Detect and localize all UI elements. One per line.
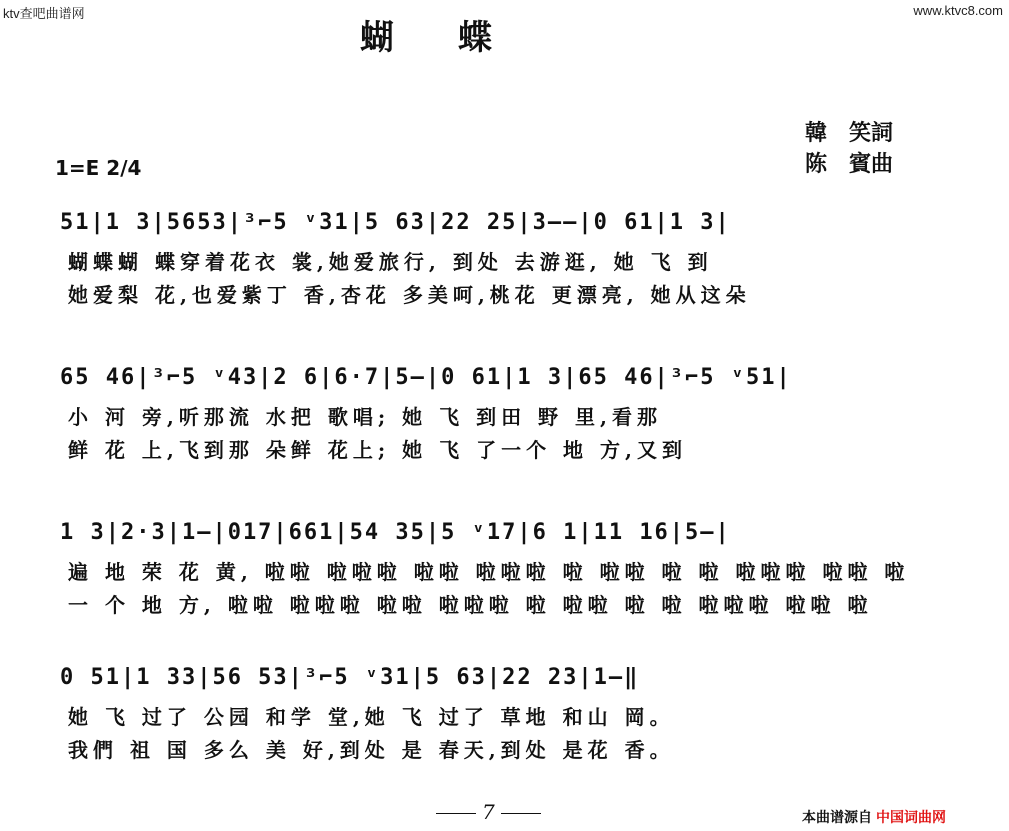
- credits: [805, 118, 893, 180]
- composer-credit: 陈 賓曲: [805, 151, 894, 177]
- song-title: [360, 10, 556, 59]
- notes-line: 0 51|1 33|56 53|³⌐5 ᵛ31|5 63|22 23|1—‖: [60, 665, 640, 690]
- lyric-verse-1: 遍 地 荣 花 黄, 啦啦 啦啦啦 啦啦 啦啦啦 啦 啦啦 啦 啦 啦啦啦 啦啦 啦: [68, 560, 910, 584]
- source-label: 本曲谱源自: [802, 809, 872, 825]
- score-system: [60, 655, 950, 767]
- notes-row: [60, 200, 950, 246]
- notes-row: [60, 655, 950, 701]
- notes-row: [60, 355, 950, 401]
- notes-line: 65 46|³⌐5 ᵛ43|2 6|6·7|5—|0 61|1 3|65 46|³⌐5 ᵛ51|: [60, 365, 792, 390]
- notes-line: 1 3|2·3|1—|017|661|54 35|5 ᵛ17|6 1|11 16|5—|: [60, 520, 731, 545]
- score-system: [60, 355, 950, 467]
- site-watermark-right: www.ktvc8.com: [913, 3, 1003, 18]
- lyric-verse-1: 她 飞 过了 公园 和学 堂,她 飞 过了 草地 和山 岡。: [68, 705, 675, 729]
- page-number: [430, 800, 547, 824]
- lyric-verse-1: 蝴蝶蝴 蝶穿着花衣 裳,她爱旅行, 到处 去游逛, 她 飞 到: [68, 250, 713, 274]
- source-site-link[interactable]: 中国词曲网: [876, 809, 946, 825]
- lyric-verse-2: 一 个 地 方, 啦啦 啦啦啦 啦啦 啦啦啦 啦 啦啦 啦 啦 啦啦啦 啦啦 啦: [68, 593, 873, 617]
- page-number-value: 7: [482, 800, 495, 824]
- score-system: [60, 200, 950, 312]
- score-system: [60, 510, 950, 622]
- notes-line: 51|1 3|5653|³⌐5 ᵛ31|5 63|22 25|3——|0 61|1 3|: [60, 210, 731, 235]
- notes-row: [60, 510, 950, 556]
- title-char: 蝴: [360, 18, 398, 58]
- source-credit: [802, 807, 946, 827]
- lyric-verse-2: 鲜 花 上,飞到那 朵鲜 花上; 她 飞 了一个 地 方,又到: [68, 438, 687, 462]
- divider: [436, 813, 476, 814]
- title-char: 蝶: [458, 18, 496, 58]
- site-watermark-left: ktv查吧曲谱网: [3, 6, 85, 21]
- key-signature: 1=E 2/4: [55, 156, 142, 180]
- lyric-verse-2: 我們 祖 国 多么 美 好,到处 是 春天,到处 是花 香。: [68, 738, 675, 762]
- lyric-verse-2: 她爱梨 花,也爱紫丁 香,杏花 多美呵,桃花 更漂亮, 她从这朵: [68, 283, 751, 307]
- lyricist-credit: 韓 笑詞: [805, 120, 894, 146]
- lyric-verse-1: 小 河 旁,听那流 水把 歌唱; 她 飞 到田 野 里,看那: [68, 405, 662, 429]
- divider: [501, 813, 541, 814]
